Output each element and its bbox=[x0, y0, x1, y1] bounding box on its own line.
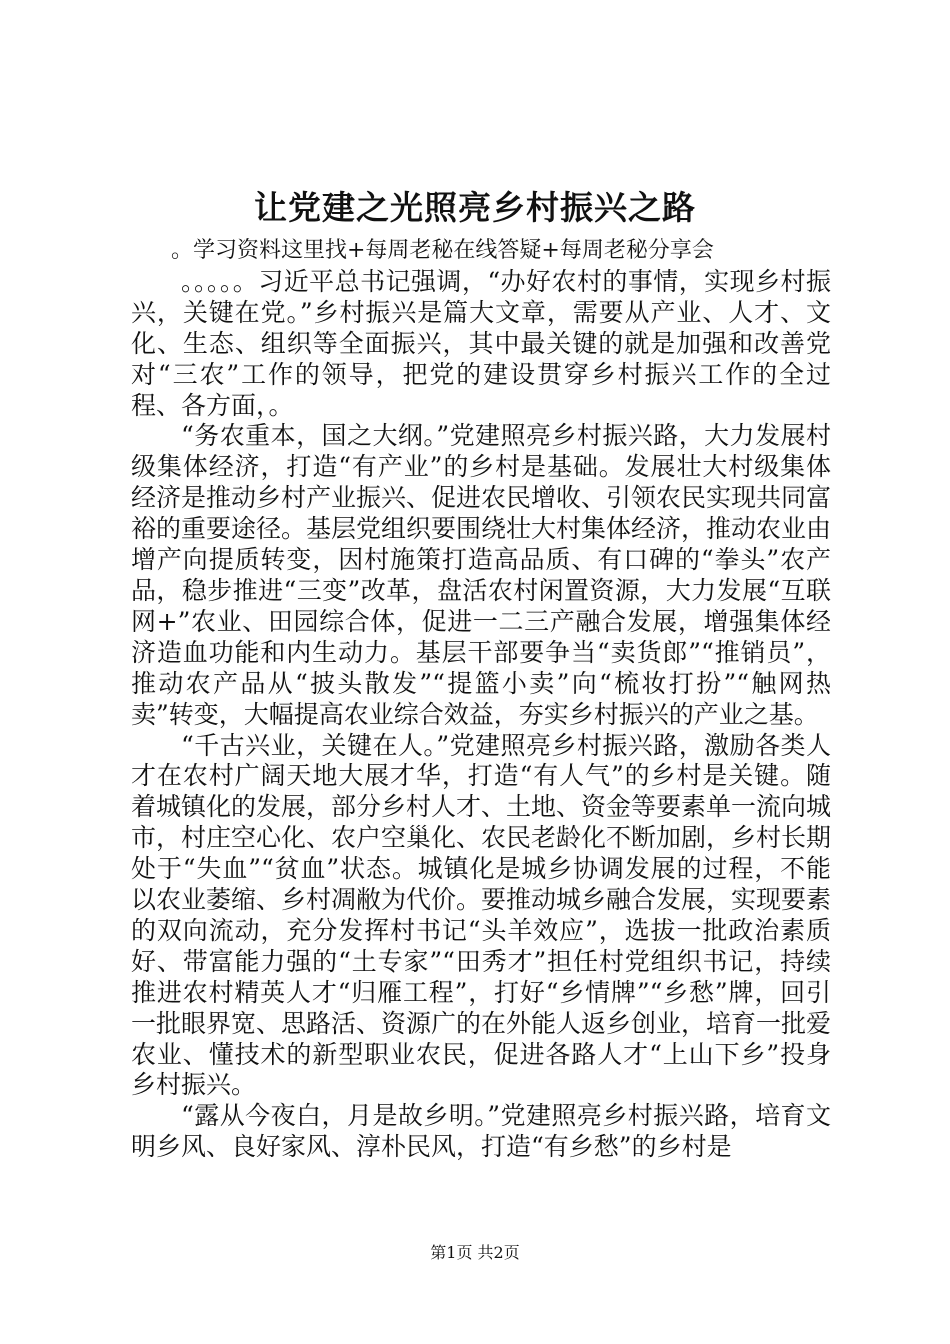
paragraph-talent: “千古兴业，关键在人。”党建照亮乡村振兴路，激励各类人才在农村广阔天地大展才华，打造“有人气”的乡村是关键。随着城镇化的发展，部分乡村人才、土地、资金等要素单一流向城市，村庄空心化、农户空巢化、农民老龄化不断加剧，乡村长期处于“失血”“贫血”状态。城镇化是城乡协调发展的过程，不能以农业萎缩、乡村凋敝为代价。要推动城乡融合发展，实现要素的双向流动，充分发挥村书记“头羊效应”，选拔一批政治素质好、带富能力强的“土专家”“田秀才”担任村党组织书记，持续推进农村精英人才“归雁工程”，打好“乡情牌”“乡愁”牌，回引一批眼界宽、思路活、资源广的在外能人返乡创业，培育一批爱农业、懂技术的新型职业农民，促进各路人才“上山下乡”投身乡村振兴。 bbox=[131, 730, 832, 1100]
paragraph-culture: “露从今夜白，月是故乡明。”党建照亮乡村振兴路，培育文明乡风、良好家风、淳朴民风，打造“有乡愁”的乡村是 bbox=[131, 1101, 831, 1162]
paragraph-industry: “务农重本，国之大纲。”党建照亮乡村振兴路，大力发展村级集体经济，打造“有产业”的乡村是基础。发展壮大村级集体经济是推动乡村产业振兴、促进农民增收、引领农民实现共同富裕的重要途径。基层党组织要围绕壮大村集体经济，推动农业由增产向提质转变，因村施策打造高品质、有口碑的“拳头”农产品，稳步推进“三变”改革，盘活农村闲置资源，大力发展“互联网+”农业、田园综合体，促进一二三产融合发展，增强集体经济造血功能和内生动力。基层干部要争当“卖货郎”“推销员”，推动农产品从“披头散发”“提篮小卖”向“梳妆打扮”“触网热卖”转变，大幅提高农业综合效益，夯实乡村振兴的产业之基。 bbox=[131, 421, 832, 729]
page-footer: 第1页 共2页 bbox=[430, 1243, 520, 1262]
paragraph-intro: 。。。。。习近平总书记强调，“办好农村的事情，实现乡村振兴，关键在党。”乡村振兴是篇大文章，需要从产业、人才、文化、生态、组织等全面振兴，其中最关键的就是加强和改善党对“三农”工作的领导，把党的建设贯穿乡村振兴工作的全过程、各方面，。 bbox=[131, 266, 831, 420]
document-body bbox=[131, 236, 831, 1163]
document-title: 让党建之光照亮乡村振兴之路 bbox=[254, 188, 696, 227]
document-subtitle: 。学习资料这里找+每周老秘在线答疑+每周老秘分享会 bbox=[171, 238, 714, 263]
